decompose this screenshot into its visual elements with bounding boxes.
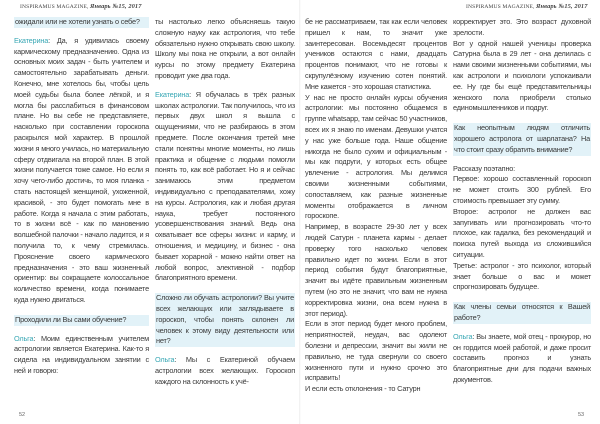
left-page-header xyxy=(20,3,142,11)
paragraph-text: корректирует это. Это возраст духовной зрелости. xyxy=(453,17,591,37)
interview-question xyxy=(155,293,295,347)
speaker-name: Екатерина xyxy=(155,89,190,99)
paragraph-text: У нас не просто онлайн курсы обучения астрологии: мы постоянно общаемся в группе whatsapp, там сейчас 50 участников, всех их я знаю по именам. Девушки учатся у нас уже больше года. Наше общение никогда не было сухим и официальным - мы как подруги, у которых есть общее увлечение - астрология. Мы делимся своими жизненными событиями, сопоставляем, как разные жизненные моменты отображается в личном гороскопе. xyxy=(305,92,447,221)
paragraph xyxy=(155,355,295,387)
page-gutter xyxy=(299,0,301,424)
paragraph xyxy=(453,164,591,175)
paragraph-text: Сложно ли обучать астрологии? Вы учите всех желающих или заглядываете в гороскоп, чтобы понять склонен ли человек к этому виду деятельности или нет? xyxy=(156,293,294,346)
paragraph xyxy=(305,319,447,384)
paragraph xyxy=(155,17,295,82)
magazine-name: INSPIRAMUS MAGAZINE, xyxy=(20,4,89,10)
speaker-name: Ольга xyxy=(453,331,473,341)
paragraph xyxy=(453,207,591,261)
paragraph-text: Рассказу поэтапно: xyxy=(453,163,516,173)
paragraph-text: И если есть отклонения - то Сатурн xyxy=(305,384,421,394)
page-number-left: 52 xyxy=(19,412,26,418)
speaker-name: Екатерина xyxy=(14,35,49,45)
page-number-right: 53 xyxy=(578,412,585,418)
paragraph xyxy=(305,222,447,319)
paragraph xyxy=(155,90,295,284)
magazine-name: INSPIRAMUS MAGAZINE, xyxy=(466,4,535,10)
paragraph-text: Если в этот период будет много проблем, неприятностей, неудач, вас одолеют болезни и депрессии, значит вы жили не правильно, не туда свернули со своего жизненного пути и нужно срочно это исправить! xyxy=(305,319,447,383)
speaker-name: Ольга xyxy=(155,355,175,365)
paragraph xyxy=(453,17,591,39)
paragraph-text: Проходили ли Вы сами обучение? xyxy=(15,314,127,324)
paragraph-text: Например, в возрасте 29-30 лет у всех людей Сатурн - планета кармы - делает проверку того насколько человек правильно идет по жизни. Если в этот период события будут благоприятные, значит вы идёте правильным жизненным путем (но это не значит, что вам не нужна корректировка жизни, она всем нужна в этот период). xyxy=(305,222,447,318)
paragraph xyxy=(305,17,447,93)
paragraph-text: Первое: хорошо составленный гороскоп не может стоить 300 рублей. Его стоимость превышает эту сумму. xyxy=(453,174,591,205)
interview-question xyxy=(14,315,149,326)
issue-label: Январь №15, 2017 xyxy=(90,3,142,10)
paragraph xyxy=(453,39,591,115)
paragraph-text: : Да, я удивилась своему кармическому предназначению. Одна из основных моих задач - быть учителем и самостоятельно зарабатывать деньги. Конечно, мне хотелось бы, чтобы цель моей судьбы была более лёгкой, и я могла бы расслабиться в финансовом плане. Но вы себе не представляете, насколько при составлении гороскопа раскрылся мой характер. В прошлой жизни я много училась, но материальную сферу отдвигала на второй план. В этой жизни получается тоже самое. Но если я хочу чего-либо достичь, то моя планка - стать настоящей женщиной, ухоженной, красивой, - это будет помогать мне в работе. Когда я начала с этим работать, то в жизни всё - как по мановению волшебной палочки - начало ладится, и я получила то, к чему стремилась. Прояснение своего кармического предназначения - это ваш жизненный ориентир: вы сокращаете колоссальное количество времени, когда понимаете куда нужно двигаться. xyxy=(14,35,149,304)
paragraph xyxy=(305,93,447,223)
paragraph xyxy=(14,334,149,377)
paragraph-text: Как неопытным людям отличить хорошего астролога от шарлатана? На что стоит сразу обратить внимание? xyxy=(454,123,590,154)
interview-question xyxy=(14,17,149,28)
paragraph-text: ты настолько легко объясняешь такую сложную науку как астрология, что тебе обязательно нужно открывать свою школу. Школу мы пока не открыли, а вот онлайн курсы по этому предмету Екатерина проводит уже два года. xyxy=(155,17,295,80)
paragraph-text: Второе: астролог не должен вас запугивать или прогнозировать что-то плохое, как гадалка, без рекомендаций и поиска путей выхода из сложившийся ситуации. xyxy=(453,206,591,259)
issue-label: Январь №15, 2017 xyxy=(536,3,588,10)
column-2 xyxy=(155,17,295,388)
paragraph xyxy=(14,36,149,306)
paragraph-text: : Мы с Екатериной обучаем астрологии всех желающих. Гороскоп каждого на склонность к учё- xyxy=(155,355,295,386)
interview-question xyxy=(453,302,591,324)
speaker-name: Ольга xyxy=(14,333,34,343)
paragraph-text: Вот у одной нашей ученицы проверка Сатурна была в 29 лет - она делилась с нами своими жизненными событиями, мы как астрологи и психологи успокаивали ее. Ну где бы ещё представительницы женского пола приобрели столько единомышленников и подруг. xyxy=(453,38,591,113)
paragraph-text: : Моим единственным учителем астрологии является Екатерина. Как-то я сидела на индивидуальном занятии с ней и говорю: xyxy=(14,333,149,375)
paragraph-text: : Вы знаете, мой отец - прокурор, но он гордится моей работой, и даже просит составить прогноз и узнать благоприятные дни для подачи важных документов. xyxy=(453,331,591,384)
paragraph-text: : Я обучалась в трёх разных школах астрологии. Так получилось, что из первых двух школ я вышла с ощущениями, что не разбираюсь в этом предмете. После окончания третей мне стали понятны многие моменты, но лишь практика и общение с людьми помогли понять то, как всё работает. Но я и сейчас занимаюсь этим предметом индивидуально с преподавателями, хожу на курсы. Астрология, как и любая другая наука, требует постоянного усовершенствования знаний. Ведь она охватывает все сферы жизни: и карму, и отношения, и медицину, и бизнес - она бывает хорарной - можно найти ответ на любой вопрос, элективной - подбор благоприятного времени. xyxy=(155,89,295,283)
paragraph xyxy=(305,384,447,395)
interview-question xyxy=(453,123,591,155)
paragraph xyxy=(453,261,591,293)
column-4 xyxy=(453,17,591,386)
right-page-header xyxy=(466,3,588,11)
paragraph-text: Третье: астролог - это психолог, который знает больше о вас и может спрогнозировать будущее. xyxy=(453,260,591,292)
paragraph-text: бе не рассматриваем, так как если человек пришел к нам, то значит уже заинтересован. Восемьдесят процентов учеников остаются с нами, двадцать процентов понимают, что не готовы к скрупулёзному изучению сотен понятий. Мне кажется - это хорошая статистика. xyxy=(305,17,447,91)
column-3 xyxy=(305,17,447,395)
paragraph-text: Как члены семьи относятся к Вашей работе? xyxy=(454,302,590,322)
paragraph xyxy=(453,174,591,206)
paragraph-text: ожидали или не хотели узнать о себе? xyxy=(15,17,140,26)
paragraph xyxy=(453,332,591,386)
column-1 xyxy=(14,17,149,377)
